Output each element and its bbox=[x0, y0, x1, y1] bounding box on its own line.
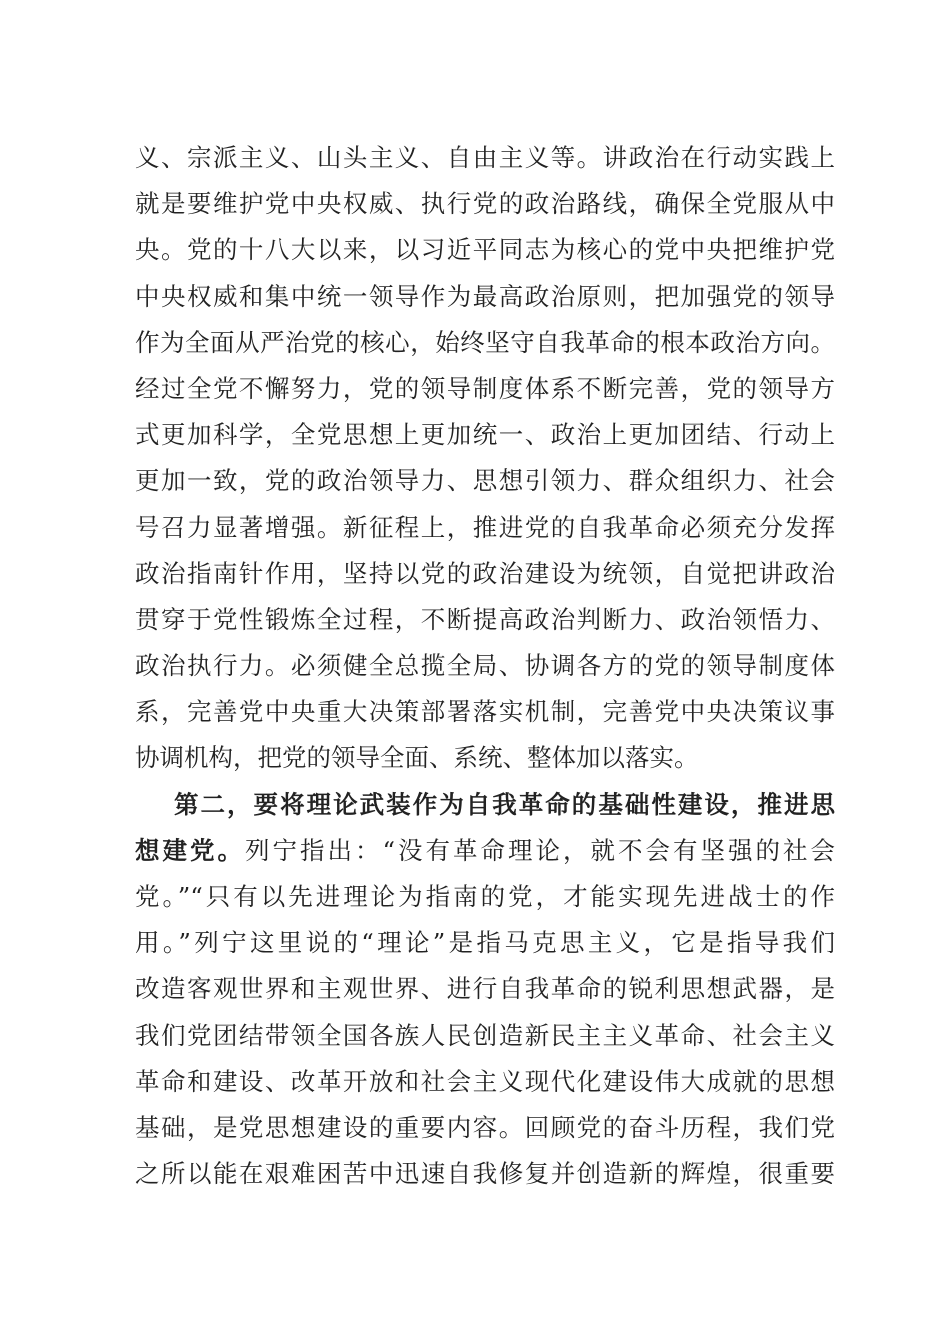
section-heading-line: 第二，要将理论武装作为自我革命的基础性建设，推进思 bbox=[174, 789, 835, 819]
text-line: 协调机构，把党的领导全面、系统、整体加以落实。 bbox=[135, 743, 699, 773]
text-line: 就是要维护党中央权威、执行党的政治路线，确保全党服从中 bbox=[135, 189, 835, 219]
text-line: 基础，是党思想建设的重要内容。回顾党的奋斗历程，我们党 bbox=[135, 1112, 835, 1142]
text-line: 作为全面从严治党的核心，始终坚守自我革命的根本政治方向。 bbox=[135, 327, 835, 357]
text-line: 党。”“只有以先进理论为指南的党，才能实现先进战士的作 bbox=[135, 882, 835, 911]
text-line: 改造客观世界和主观世界、进行自我革命的锐利思想武器，是 bbox=[135, 974, 835, 1004]
text-line: 贯穿于党性锻炼全过程，不断提高政治判断力、政治领悟力、 bbox=[135, 604, 835, 634]
text-line: 之所以能在艰难困苦中迅速自我修复并创造新的辉煌，很重要 bbox=[135, 1159, 835, 1189]
text-line: 政治指南针作用，坚持以党的政治建设为统领，自觉把讲政治 bbox=[135, 558, 835, 588]
text-line: 义、宗派主义、山头主义、自由主义等。讲政治在行动实践上 bbox=[135, 143, 835, 172]
text-line: 革命和建设、改革开放和社会主义现代化建设伟大成就的思想 bbox=[135, 1066, 835, 1096]
text-line: 我们党团结带领全国各族人民创造新民主主义革命、社会主义 bbox=[135, 1020, 835, 1050]
text-line: 式更加科学，全党思想上更加统一、政治上更加团结、行动上 bbox=[135, 420, 835, 450]
text-segment: 列宁指出：“没有革命理论，就不会有坚强的社会 bbox=[245, 835, 835, 865]
text-line: 经过全党不懈努力，党的领导制度体系不断完善，党的领导方 bbox=[135, 373, 835, 403]
text-line: 用。”列宁这里说的“理论”是指马克思主义，它是指导我们 bbox=[135, 928, 835, 958]
text-line: 更加一致，党的政治领导力、思想引领力、群众组织力、社会 bbox=[135, 466, 835, 496]
text-line: 央。党的十八大以来，以习近平同志为核心的党中央把维护党 bbox=[135, 235, 835, 265]
text-line bbox=[135, 828, 835, 874]
text-line: 号召力显著增强。新征程上，推进党的自我革命必须充分发挥 bbox=[135, 512, 835, 542]
text-line: 政治执行力。必须健全总揽全局、协调各方的党的领导制度体 bbox=[135, 651, 835, 681]
text-line: 中央权威和集中统一领导作为最高政治原则，把加强党的领导 bbox=[135, 281, 835, 311]
section-heading-end: 想建党。 bbox=[135, 835, 245, 865]
text-line: 系，完善党中央重大决策部署落实机制，完善党中央决策议事 bbox=[135, 697, 835, 727]
paragraph-1 bbox=[135, 135, 835, 782]
document-body bbox=[135, 135, 835, 1197]
paragraph-2 bbox=[135, 782, 835, 1198]
